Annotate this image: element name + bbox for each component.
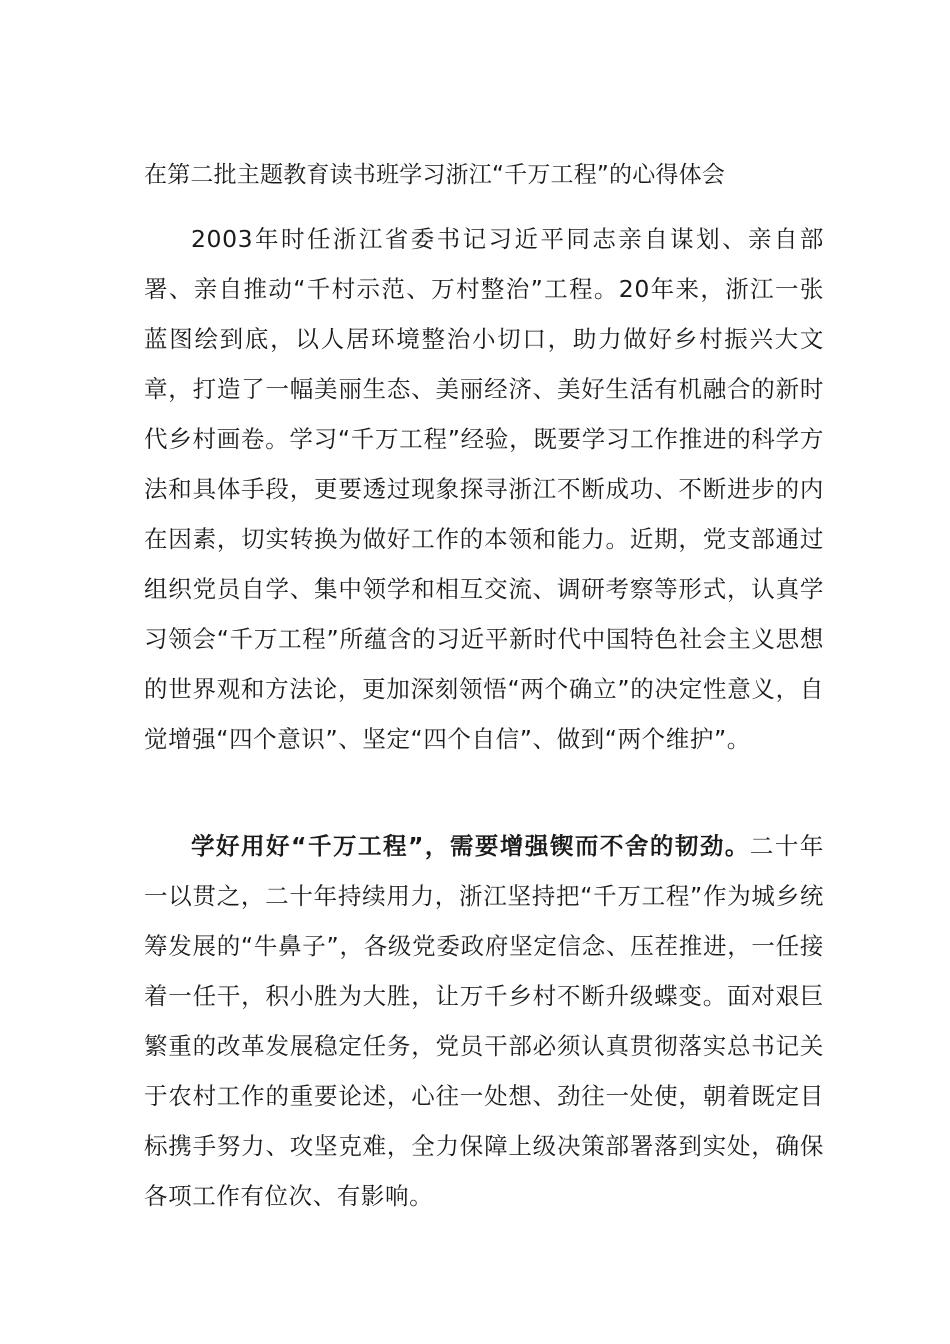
paragraph-section-1-text: 二十年一以贯之，二十年持续用力，浙江坚持把“千万工程”作为城乡统筹发展的“牛鼻子”，各级党委政府坚定信念、压茬推进，一任接着一任干，积小胜为大胜，让万千乡村不断升级蝶变。面对艰巨繁重的改革发展稳定任务，党员干部必须认真贯彻落实总书记关于农村工作的重要论述，心往一处想、劲往一处使，朝着既定目标携手努力、攻坚克难，全力保障上级决策部署落到实处，确保各项工作有位次、有影响。	[144, 832, 824, 1210]
document-title: 在第二批主题教育读书班学习浙江“千万工程”的心得体会	[144, 162, 726, 188]
paragraph-section-1	[144, 821, 824, 1221]
paragraph-intro-text: 2003年时任浙江省委书记习近平同志亲自谋划、亲自部署、亲自推动“千村示范、万村整治”工程。20年来，浙江一张蓝图绘到底，以人居环境整治小切口，助力做好乡村振兴大文章，打造了一幅美丽生态、美丽经济、美好生活有机融合的新时代乡村画卷。学习“千万工程”经验，既要学习工作推进的科学方法和具体手段，更要透过现象探寻浙江不断成功、不断进步的内在因素，切实转换为做好工作的本领和能力。近期，党支部通过组织党员自学、集中领学和相互交流、调研考察等形式，认真学习领会“千万工程”所蕴含的习近平新时代中国特色社会主义思想的世界观和方法论，更加深刻领悟“两个确立”的决定性意义，自觉增强“四个意识”、坚定“四个自信”、做到“两个维护”。	[144, 225, 824, 753]
paragraph-section-1-lead: 学好用好“千万工程”，需要增强锲而不舍的韧劲。	[191, 832, 750, 860]
paragraph-intro	[144, 214, 824, 764]
